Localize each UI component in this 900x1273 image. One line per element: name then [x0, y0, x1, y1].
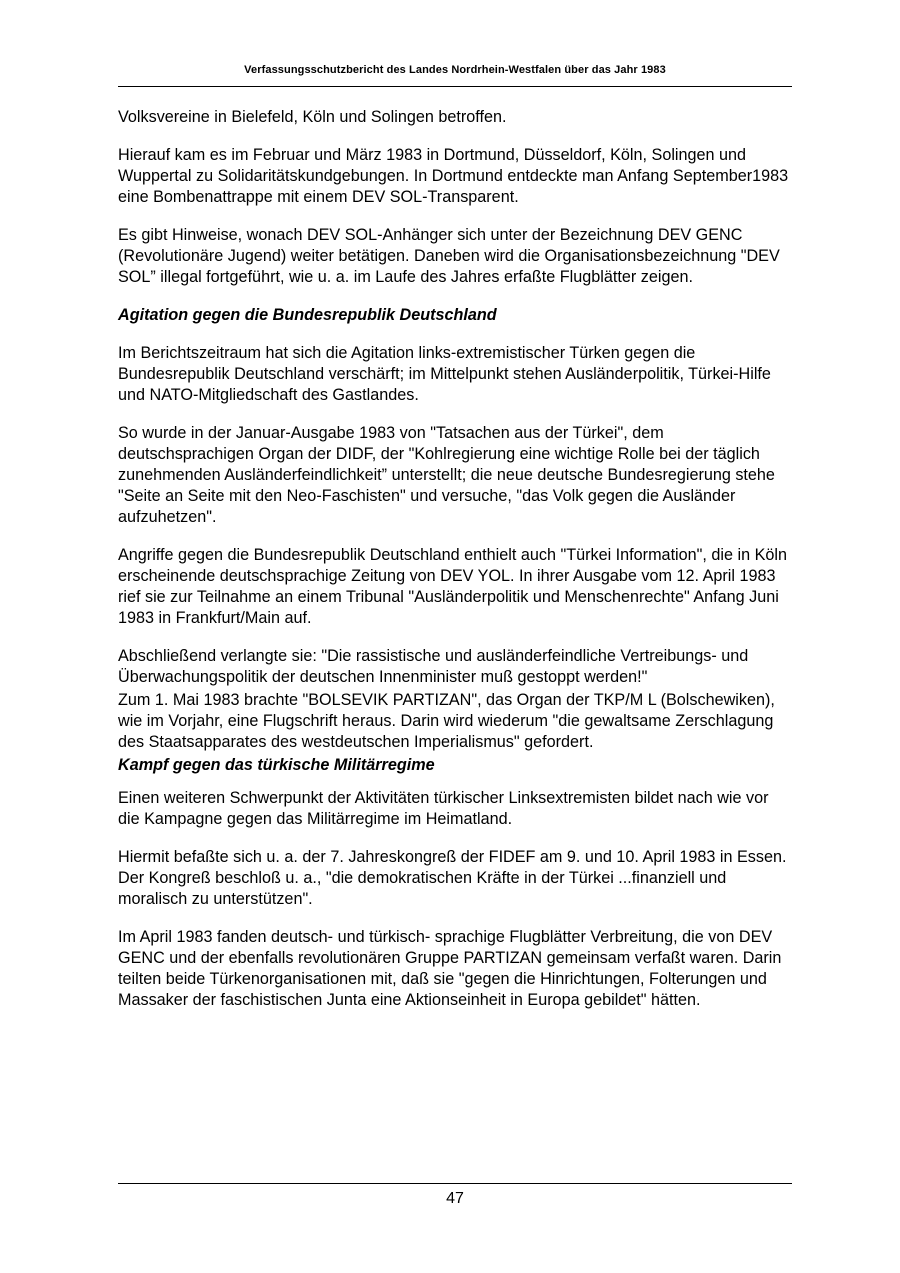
paragraph-dev-genc: Es gibt Hinweise, wonach DEV SOL-Anhänger sich unter der Bezeichnung DEV GENC (Revolutionäre Jugend) weiter betätigen. Daneben wird die Organisationsbezeichnung "DEV SOL” illegal fortgeführt, wie u. a. im Laufe des Jahres erfaßte Flugblätter zeigen.: [118, 226, 780, 286]
paragraph-solidaritaetskundgebungen: Hierauf kam es im Februar und März 1983 in Dortmund, Düsseldorf, Köln, Solingen und Wuppertal zu Solidaritätskundgebungen. In Dortmund entdeckte man Anfang September1983 eine Bombenattrappe mit einem DEV SOL-Transparent.: [118, 146, 789, 206]
section-heading-agitation: Agitation gegen die Bundesrepublik Deutschland: [118, 306, 497, 324]
paragraph-tuerkei-information: Angriffe gegen die Bundesrepublik Deutschland enthielt auch "Türkei Information", die in Köln erscheinende deutschsprachige Zeitung von DEV YOL. In ihrer Ausgabe vom 12. April 1983 rief sie zur Teilnahme an einem Tribunal "Ausländerpolitik und Menschenrechte" Anfang Juni 1983 in Frankfurt/Main auf.: [118, 546, 787, 627]
paragraph-schwerpunkt: Einen weiteren Schwerpunkt der Aktivitäten türkischer Linksextremisten bildet nach wie vor die Kampagne gegen das Militärregime im Heimatland.: [118, 789, 769, 828]
running-header: Verfassungsschutzbericht des Landes Nordrhein-Westfalen über das Jahr 1983: [244, 64, 666, 76]
header-divider: [118, 86, 792, 87]
section-heading-militaerregime: Kampf gegen das türkische Militärregime: [118, 756, 435, 774]
paragraph-bolsevik-partizan: Zum 1. Mai 1983 brachte "BOLSEVIK PARTIZAN", das Organ der TKP/M L (Bolschewiken), wie im Vorjahr, eine Flugschrift heraus. Darin wird wiederum "die gewaltsame Zerschlagung des Staatsapparates des westdeutschen Imperialismus" gefordert.: [118, 691, 775, 751]
paragraph-tatsachen-aus-der-tuerkei: So wurde in der Januar-Ausgabe 1983 von "Tatsachen aus der Türkei", dem deutschsprachigen Organ der DIDF, der "Kohlregierung eine wichtige Rolle bei der täglich zunehmenden Ausländerfeindlichkeit” unterstellt; die neue deutsche Bundesregierung stehe "Seite an Seite mit den Neo-Faschisten" und versuche, "das Volk gegen die Ausländer aufzuhetzen".: [118, 424, 775, 526]
page-number: 47: [446, 1190, 464, 1207]
paragraph-agitation-verschaerft: Im Berichtszeitraum hat sich die Agitation links-extremistischer Türken gegen die Bundesrepublik Deutschland verschärft; im Mittelpunkt stehen Ausländerpolitik, Türkei-Hilfe und NATO-Mitgliedschaft des Gastlandes.: [118, 344, 771, 404]
footer-divider: [118, 1183, 792, 1184]
paragraph-volksvereine: Volksvereine in Bielefeld, Köln und Solingen betroffen.: [118, 108, 507, 126]
paragraph-flugblaetter: Im April 1983 fanden deutsch- und türkisch- sprachige Flugblätter Verbreitung, die von DEV GENC und der ebenfalls revolutionären Gruppe PARTIZAN gemeinsam verfaßt waren. Darin teilten beide Türkenorganisationen mit, daß sie "gegen die Hinrichtungen, Folterungen und Massaker der faschistischen Junta eine Aktionseinheit in Europa gebildet" hätten.: [118, 928, 782, 1009]
paragraph-fidef-kongress: Hiermit befaßte sich u. a. der 7. Jahreskongreß der FIDEF am 9. und 10. April 1983 in Essen. Der Kongreß beschloß u. a., "die demokratischen Kräfte in der Türkei ...finanziell und moralisch zu unterstützen".: [118, 848, 787, 908]
page-body: [118, 107, 794, 1028]
paragraph-abschliessend: Abschließend verlangte sie: "Die rassistische und ausländerfeindliche Vertreibungs- und Überwachungspolitik der deutschen Innenminister muß gestoppt werden!": [118, 647, 749, 686]
